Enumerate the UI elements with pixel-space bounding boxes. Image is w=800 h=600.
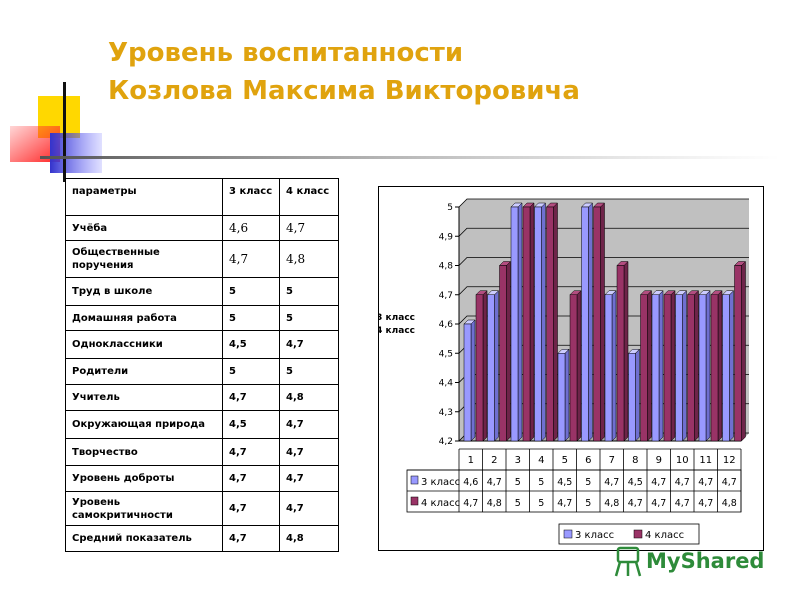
side-legend-label: 3 класс [379,313,415,323]
row-label: Одноклассники [66,331,223,359]
bar-side [589,203,593,441]
row-label: Средний показатель [66,526,223,552]
y-tick-label: 4,5 [438,349,453,360]
bar-side [730,291,734,441]
bar [570,295,577,441]
bar [547,207,554,441]
data-label: 4,5 [557,477,573,488]
data-label: 4,7 [604,477,620,488]
value-class-3: 4,6 [223,216,280,241]
bar [464,324,471,441]
value-class-4: 4,8 [280,241,339,278]
bar [476,295,483,441]
bar [582,207,589,441]
value-class-3: 4,5 [223,331,280,359]
data-label: 5 [585,477,592,488]
x-tick-label: 11 [699,455,713,466]
value-class-4: 5 [280,278,339,306]
value-class-3: 4,7 [223,241,280,278]
table-row [66,492,339,526]
data-label: 4,8 [721,498,737,509]
legend-label: 4 класс [645,530,685,541]
myshared-logo [612,540,772,580]
data-label: 4,7 [557,498,573,509]
vertical-line [63,82,66,182]
legend-key [634,530,642,538]
y-tick-label: 4,7 [438,290,453,301]
row-label: Уровень самокритичности [66,492,223,526]
bar-side [742,262,746,442]
bar-side [565,349,569,441]
x-tick-label: 3 [514,455,521,466]
data-label: 5 [585,498,592,509]
y-tick-label: 4,2 [438,437,453,447]
side-legend-label: 4 класс [379,326,415,336]
header-class-3: 3 класс [223,179,280,216]
table-row [66,411,339,439]
bar [688,295,695,441]
x-tick-label: 5 [561,455,568,466]
value-class-3: 4,7 [223,526,280,552]
y-tick-label: 4,6 [438,320,453,330]
x-tick-label: 2 [491,455,498,466]
table-row [66,466,339,492]
value-class-3: 4,7 [223,492,280,526]
data-label: 4,7 [627,498,643,509]
value-class-4: 4,8 [280,526,339,552]
bar [676,295,683,441]
bar [511,207,518,441]
value-class-4: 4,8 [280,385,339,411]
row-label: Учитель [66,385,223,411]
bar-chart [379,187,763,550]
data-label: 4,7 [463,498,479,509]
x-tick-label: 12 [722,455,736,466]
row-label: Уровень доброты [66,466,223,492]
data-label: 4,7 [651,498,667,509]
data-label: 4,7 [674,498,690,509]
value-class-4: 4,7 [280,439,339,466]
bar-side [659,291,663,441]
bar-side [577,291,581,441]
bar [699,295,706,441]
legend-key [411,476,418,484]
legend-label: 3 класс [575,530,615,541]
data-label: 4,7 [486,477,502,488]
bar-side [518,203,522,441]
decorative-graphic [0,80,800,185]
bar-side [648,291,652,441]
bar [500,266,507,442]
data-label: 4,8 [486,498,502,509]
logo-text: MyShared [646,549,765,573]
bar [735,266,742,442]
bar-side [706,291,710,441]
value-class-3: 5 [223,359,280,385]
data-label: 5 [514,477,521,488]
table-row [66,385,339,411]
parameters-table [65,178,339,552]
y-tick-label: 4,9 [438,232,453,243]
row-label: Домашняя работа [66,306,223,331]
bar-side [471,320,475,441]
value-class-4: 4,7 [280,411,339,439]
x-tick-label: 9 [655,455,662,466]
table-row [66,526,339,552]
y-tick-label: 4,3 [438,407,453,418]
value-class-4: 4,7 [280,216,339,241]
value-class-4: 5 [280,359,339,385]
chart-area [378,186,764,551]
bar-side [554,203,558,441]
legend-key [564,530,572,538]
y-tick-label: 4,8 [438,261,453,272]
x-tick-label: 7 [608,455,615,466]
bar-side [542,203,546,441]
data-label: 4,6 [463,477,479,488]
bar-side [683,291,687,441]
row-label: Родители [66,359,223,385]
bar [535,207,542,441]
value-class-4: 5 [280,306,339,331]
table-row [66,359,339,385]
bar [488,295,495,441]
bar-side [718,291,722,441]
row-label: Труд в школе [66,278,223,306]
bar-side [507,262,511,442]
horizontal-line [40,156,780,159]
bar [617,266,624,442]
x-tick-label: 4 [538,455,545,466]
bar [652,295,659,441]
table-row [66,241,339,278]
y-tick-label: 5 [447,203,453,213]
y-tick-label: 4,4 [438,378,453,389]
row-label: Учёба [66,216,223,241]
title-line-1: Уровень воспитанности [108,38,464,68]
bar-side [636,349,640,441]
bar-side [530,203,534,441]
data-label: 4,7 [651,477,667,488]
data-label: 5 [538,477,545,488]
table-row [66,331,339,359]
row-label: Общественные поручения [66,241,223,278]
data-label: 5 [514,498,521,509]
bar [523,207,530,441]
bar [641,295,648,441]
series-name: 4 класс [421,498,461,509]
series-name: 3 класс [421,477,461,488]
bar [723,295,730,441]
value-class-4: 4,7 [280,331,339,359]
bar-side [612,291,616,441]
data-label: 5 [538,498,545,509]
table-row [66,306,339,331]
bar-side [671,291,675,441]
bar [605,295,612,441]
table-row [66,216,339,241]
bar [664,295,671,441]
header-parameters: параметры [66,179,223,216]
header-class-4: 4 класс [280,179,339,216]
blue-square [50,133,102,173]
row-label: Творчество [66,439,223,466]
data-label: 4,7 [698,498,714,509]
bar-side [483,291,487,441]
bar [558,353,565,441]
bar [629,353,636,441]
row-label: Окружающая природа [66,411,223,439]
value-class-3: 4,7 [223,466,280,492]
table-row [66,278,339,306]
title-line-2: Козлова Максима Викторовича [108,76,580,106]
value-class-3: 4,7 [223,385,280,411]
bar [594,207,601,441]
x-tick-label: 8 [632,455,639,466]
bar [711,295,718,441]
data-label: 4,7 [721,477,737,488]
bar-side [624,262,628,442]
value-class-3: 4,7 [223,439,280,466]
table-header-row [66,179,339,216]
bar-side [695,291,699,441]
value-class-4: 4,7 [280,492,339,526]
x-tick-label: 6 [585,455,592,466]
value-class-4: 4,7 [280,466,339,492]
x-tick-label: 10 [675,455,689,466]
value-class-3: 5 [223,306,280,331]
bar-side [495,291,499,441]
table-row [66,439,339,466]
legend-key [411,497,418,505]
value-class-3: 4,5 [223,411,280,439]
data-label: 4,7 [674,477,690,488]
data-label: 4,5 [627,477,643,488]
x-tick-label: 1 [467,455,474,466]
bar-side [601,203,605,441]
data-label: 4,7 [698,477,714,488]
data-label: 4,8 [604,498,620,509]
value-class-3: 5 [223,278,280,306]
